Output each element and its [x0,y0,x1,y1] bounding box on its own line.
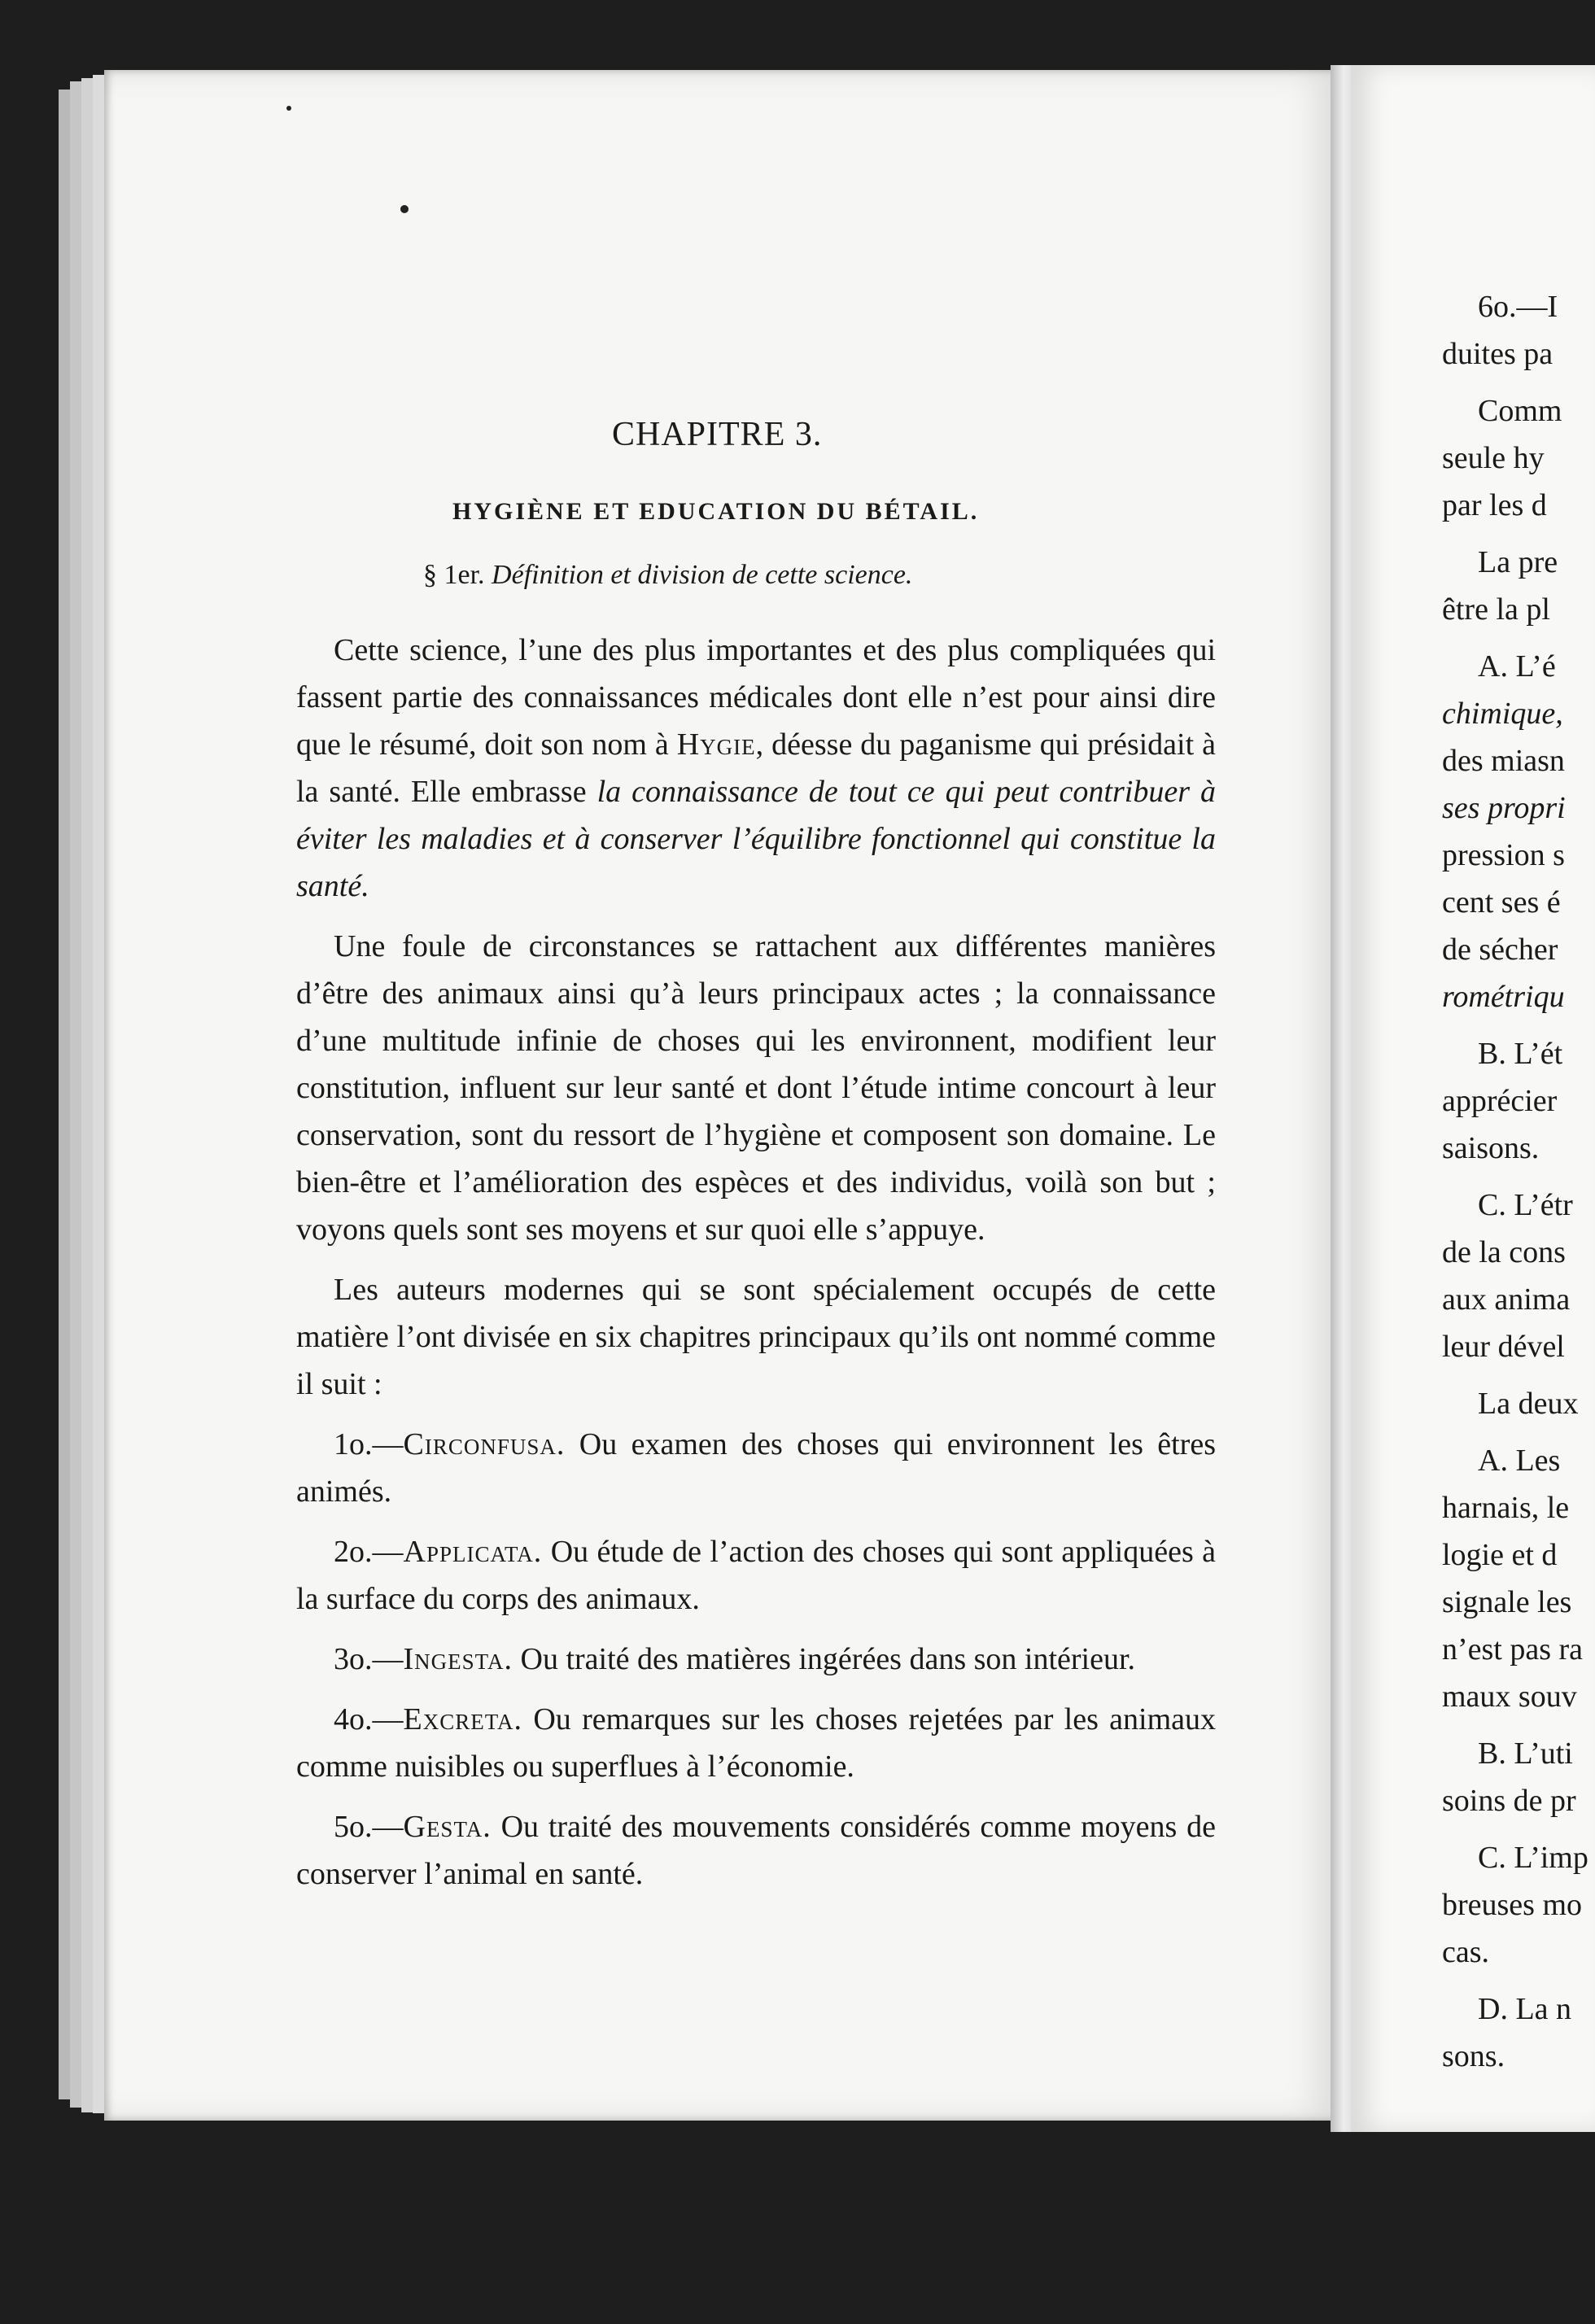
right-page-line: cas. [1442,1935,1490,1969]
division-name: Gesta. [403,1810,492,1844]
right-page-line: Comm [1478,394,1562,428]
division-text: Ou traité des matières ingérées dans son intérieur. [513,1642,1136,1676]
division-item [296,1636,1216,1683]
right-page-line: chimique, [1442,697,1563,731]
right-page-line: des miasn [1442,744,1565,778]
right-page-line: breuses mo [1442,1888,1583,1922]
division-item [296,1421,1216,1515]
division-item [296,1803,1216,1898]
right-page-line: A. Les [1478,1444,1561,1478]
right-page-line: être la pl [1442,592,1550,627]
right-page-line: de sécher [1442,933,1558,967]
right-page-line: apprécier [1442,1084,1558,1118]
division-name: Excreta. [403,1702,523,1736]
right-page-line: harnais, le [1442,1491,1570,1525]
subsection-title: Définition et division de cette science. [492,560,913,590]
division-number: 4o.— [334,1702,404,1736]
definition-italic: la connaissance de tout ce qui peut contribuer à éviter les maladies et à conserver l’équilibre fonctionnel qui constitue la santé. [296,775,1216,903]
subsection-number: § 1er. [423,560,485,590]
division-number: 1o.— [334,1427,404,1461]
right-page-line: n’est pas ra [1442,1632,1584,1667]
division-name: Applicata. [403,1535,543,1569]
paragraph: Une foule de circonstances se rattachent aux différentes manières d’être des animaux ainsi qu’à leurs principaux actes ; la connaissance d’une multitude infinie de choses qui les environnent, modifient leur constitution, influent sur leur santé et dont l’étude intime concourt à leur conservation, sont du ressort de l’hygiène et composent son domaine. Le bien-être et l’amélioration des espèces et des individus, voilà son but ; voyons quels sont ses moyens et sur quoi elle s’appuye. [296,929,1216,1247]
right-page-line: logie et d [1442,1538,1558,1572]
right-page-line: signale les [1442,1585,1572,1619]
right-page-line: de la cons [1442,1235,1566,1269]
right-page-line: C. L’imp [1478,1841,1588,1875]
right-page-line: La pre [1478,545,1558,579]
right-page-line: duites pa [1442,337,1553,371]
right-page-line: rométriqu [1442,980,1565,1014]
paragraph [296,627,1216,910]
division-text: Ou traité des mouvements considérés comme moyens de conserver l’animal en santé. [296,1810,1216,1891]
ink-spot [400,205,409,213]
deity-name: Hygie [676,727,756,762]
division-name: Ingesta. [403,1642,513,1676]
division-number: 5o.— [334,1810,404,1844]
right-page-line: cent ses é [1442,885,1561,920]
section-heading: HYGIÈNE ET EDUCATION DU BÉTAIL. [452,498,980,525]
right-page-line: aux anima [1442,1282,1571,1317]
right-page-line: par les d [1442,488,1547,522]
division-text: Ou examen des choses qui environnent les êtres animés. [296,1427,1216,1509]
right-page-line: ses propri [1442,791,1566,825]
right-page-line: sons. [1442,2039,1505,2073]
right-page-line: leur dével [1442,1330,1565,1364]
chapter-title: CHAPITRE 3. [612,416,823,453]
division-text: Ou étude de l’action des choses qui sont appliquées à la surface du corps des animaux. [296,1535,1216,1616]
division-item [296,1528,1216,1623]
body-text [296,627,1216,1911]
division-text: Ou remarques sur les choses rejetées par les animaux comme nuisibles ou superflues à l’économie. [296,1702,1216,1784]
division-number: 2o.— [334,1535,404,1569]
right-page-line: pression s [1442,838,1565,872]
paragraph-text: , déesse du paganisme qui présidait à la santé. Elle embrasse [296,727,1216,809]
right-page-line: seule hy [1442,441,1545,475]
subsection-heading [423,560,912,591]
ink-spot [286,106,291,111]
division-list [296,1421,1216,1898]
right-page-line: B. L’uti [1478,1736,1573,1771]
right-page-line: C. L’étr [1478,1188,1573,1222]
right-page-line: maux souv [1442,1680,1577,1714]
division-name: Circonfusa. [403,1427,566,1461]
right-page-text [1442,283,1595,2080]
right-page-line: B. L’ét [1478,1037,1563,1071]
right-page-line: A. L’é [1478,649,1556,684]
division-item [296,1696,1216,1790]
paragraph-text: Cette science, l’une des plus importantes et des plus compliquées qui fassent partie des connaissances médicales dont elle n’est pour ainsi dire que le résumé, doit son nom à [296,633,1216,762]
division-number: 3o.— [334,1642,404,1676]
right-page-line: saisons. [1442,1131,1540,1165]
right-page-line: D. La n [1478,1992,1572,2026]
right-page-line: 6o.—I [1478,290,1558,324]
paragraph: Les auteurs modernes qui se sont spécialement occupés de cette matière l’ont divisée en six chapitres principaux qu’ils ont nommé comme il suit : [296,1273,1216,1401]
right-page-line: soins de pr [1442,1784,1576,1818]
right-page-line: La deux [1478,1387,1579,1421]
